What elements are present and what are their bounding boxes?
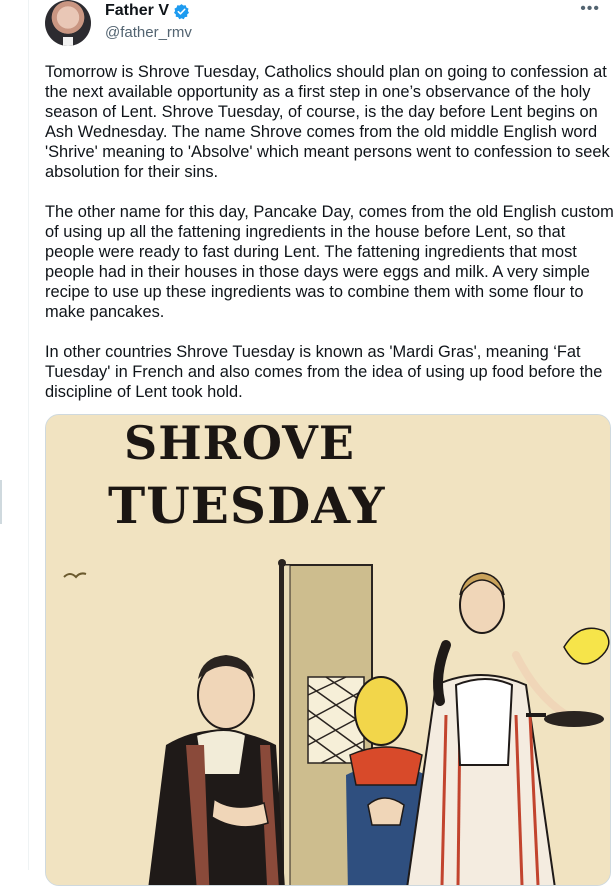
avatar-collar <box>63 37 73 46</box>
avatar[interactable] <box>45 0 91 46</box>
tweet-text <box>45 62 614 422</box>
author-display-name[interactable]: Father V <box>105 2 170 19</box>
more-options-icon[interactable]: ••• <box>580 0 600 17</box>
tweet-paragraph-3: In other countries Shrove Tuesday is known as 'Mardi Gras', meaning ‘Fat Tuesday' in French and also comes from the idea of using up food before the discipline of Lent took hold. <box>45 343 603 401</box>
left-rail <box>0 0 29 870</box>
image-title-line1: SHROVE <box>124 416 355 470</box>
tweet[interactable] <box>29 0 614 870</box>
verified-badge-icon <box>173 3 190 20</box>
shrove-tuesday-illustration <box>46 415 610 885</box>
rail-divider <box>0 480 2 524</box>
tweet-paragraph-1: Tomorrow is Shrove Tuesday, Catholics should plan on going to confession at the next available opportunity as a first step in one’s observance of the holy season of Lent. Shrove Tuesday, of course, is the day before Lent begins on Ash Wednesday. The name Shrove comes from the old middle English word 'Shrive' meaning to 'Absolve' which meant persons went to confession to seek absolution for their sins. <box>45 63 610 181</box>
tweet-paragraph-2: The other name for this day, Pancake Day, comes from the old English custom of using up all the fattening ingredients in the house before Lent, so that people were ready to fast during Lent. The fattening ingredients that most people had in their houses in those days were eggs and milk. A very simple recipe to use up these ingredients was to combine them with some flour to make pancakes. <box>45 203 614 321</box>
author-handle[interactable]: @father_rmv <box>105 24 192 41</box>
image-title-line2: TUESDAY <box>108 476 386 535</box>
tweet-media-image[interactable] <box>45 414 611 886</box>
tweet-author <box>105 2 192 41</box>
author-name-row <box>105 2 192 20</box>
frying-pan <box>544 711 604 727</box>
